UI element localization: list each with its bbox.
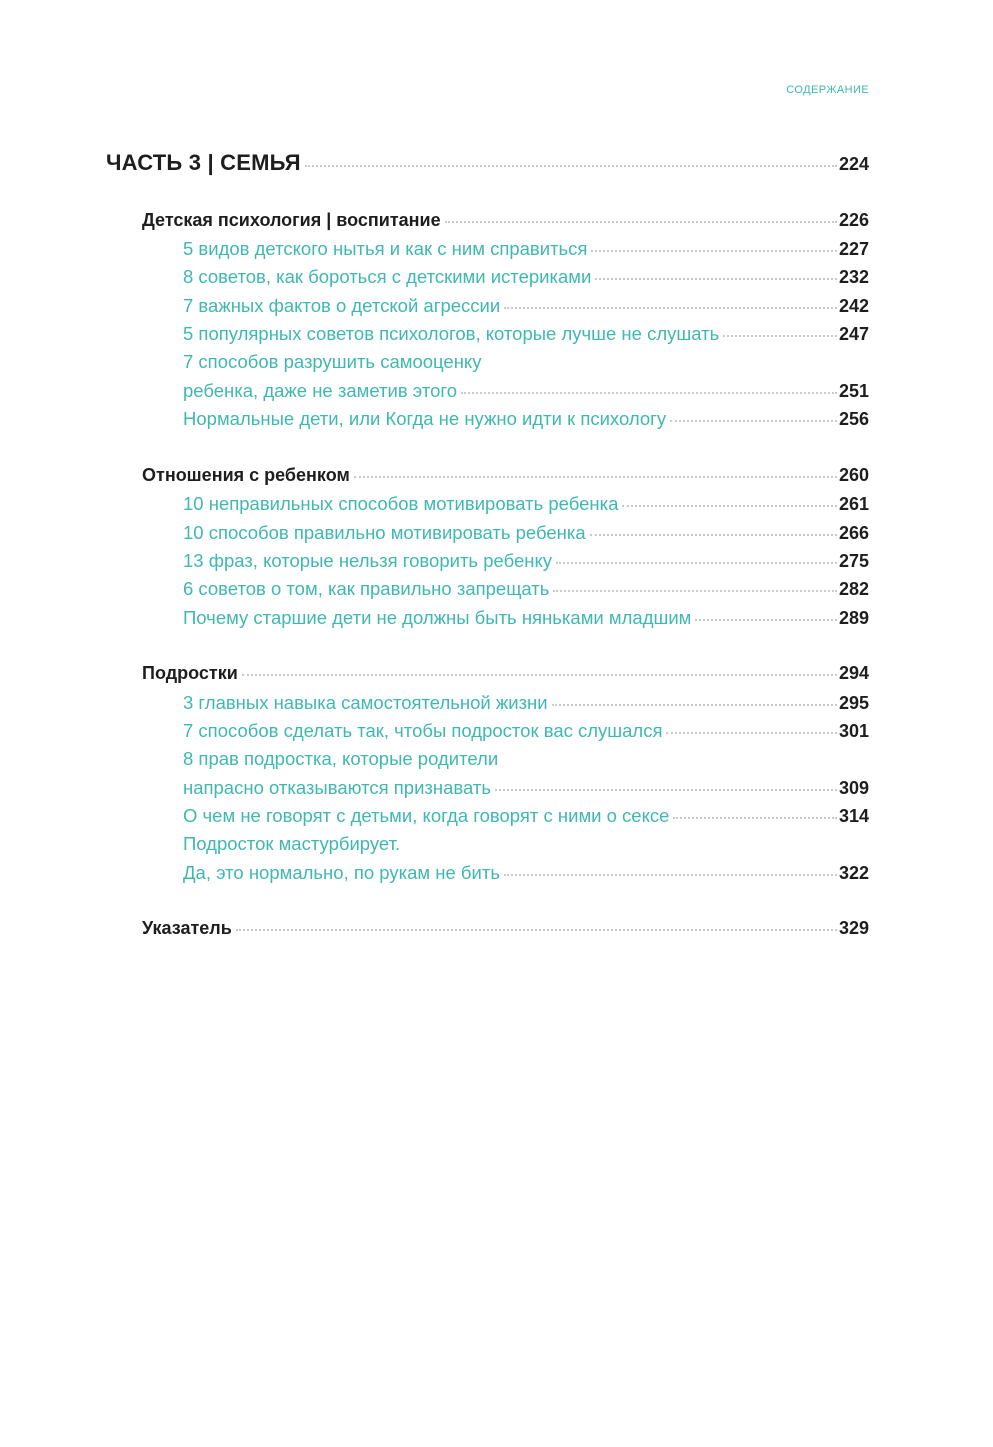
page-number: 247 [838,324,869,344]
dot-leader [673,817,837,819]
dot-leader [242,674,837,676]
toc-part-title: ЧАСТЬ 3 | СЕМЬЯ [106,150,301,175]
toc-entry[interactable] [183,408,869,430]
dot-leader [461,392,837,394]
entry-title: 10 неправильных способов мотивировать ребенка [183,493,619,514]
toc-entry[interactable] [183,720,869,742]
toc-entry[interactable] [183,295,869,317]
toc-section-teenagers[interactable] [142,663,869,684]
page-number: 227 [838,239,869,259]
dot-leader [445,221,837,223]
page-number: 314 [838,806,869,826]
toc-entry[interactable] [183,862,869,884]
entry-title: 8 советов, как бороться с детскими истериками [183,266,592,287]
entry-title-line-1[interactable]: 7 способов разрушить самооценку [183,351,482,372]
page-number: 226 [838,210,869,230]
page-number: 260 [838,465,869,485]
page-number: 266 [838,523,869,543]
dot-leader [495,789,837,791]
dot-leader [670,420,837,422]
toc-entry[interactable] [183,550,869,572]
page-number: 322 [838,863,869,883]
toc-entry[interactable] [183,578,869,600]
entry-title: напрасно отказываются признавать [183,777,492,798]
running-head: СОДЕРЖАНИЕ [786,84,869,96]
page-number: 275 [838,551,869,571]
dot-leader [552,704,837,706]
entry-title: 13 фраз, которые нельзя говорить ребенку [183,550,553,571]
entry-title: 10 способов правильно мотивировать ребенка [183,522,586,543]
page-number: 242 [838,296,869,316]
entry-title: ребенка, даже не заметив этого [183,380,458,401]
entry-title: 3 главных навыка самостоятельной жизни [183,692,548,713]
dot-leader [305,165,837,167]
page-number: 295 [838,693,869,713]
toc-entry[interactable] [183,266,869,288]
entry-title-line-1[interactable]: Подросток мастурбирует. [183,833,401,854]
entry-title: Да, это нормально, по рукам не бить [183,862,500,883]
toc-entry[interactable] [183,323,869,345]
page-number: 282 [838,579,869,599]
dot-leader [354,476,837,478]
toc-entry[interactable] [183,692,869,714]
entry-title: 7 важных фактов о детской агрессии [183,295,501,316]
toc-entry[interactable] [183,493,869,515]
dot-leader [591,250,837,252]
page-number: 329 [838,918,869,938]
toc-entry[interactable] [183,607,869,629]
entry-title-line-1[interactable]: 8 прав подростка, которые родители [183,748,499,769]
entry-title: 5 видов детского нытья и как с ним справиться [183,238,588,259]
dot-leader [723,335,837,337]
section-title: Детская психология | воспитание [142,210,441,230]
page-number: 301 [838,721,869,741]
toc-entry[interactable] [183,522,869,544]
dot-leader [504,874,837,876]
page-number: 256 [838,409,869,429]
page-number: 309 [838,778,869,798]
toc-entry[interactable] [183,380,869,402]
page-number: 224 [838,154,869,174]
entry-title: 7 способов сделать так, чтобы подросток вас слушался [183,720,663,741]
entry-title: 6 советов о том, как правильно запрещать [183,578,550,599]
entry-title: Почему старшие дети не должны быть няньками младшим [183,607,692,628]
dot-leader [666,732,836,734]
page-number: 251 [838,381,869,401]
entry-title: 5 популярных советов психологов, которые лучше не слушать [183,323,720,344]
dot-leader [595,278,837,280]
entry-title: О чем не говорят с детьми, когда говорят с ними о сексе [183,805,670,826]
dot-leader [553,590,837,592]
dot-leader [504,307,837,309]
entry-title: Нормальные дети, или Когда не нужно идти к психологу [183,408,667,429]
page-number: 289 [838,608,869,628]
section-title: Отношения с ребенком [142,465,350,485]
toc-section-relationship[interactable] [142,465,869,486]
dot-leader [556,562,837,564]
dot-leader [236,929,837,931]
page-number: 261 [838,494,869,514]
toc-entry[interactable] [183,805,869,827]
toc-entry[interactable] [183,777,869,799]
toc-index[interactable] [142,918,869,939]
dot-leader [622,505,837,507]
page-number: 232 [838,267,869,287]
section-title: Подростки [142,663,238,683]
dot-leader [590,534,837,536]
toc-part-3[interactable] [106,150,869,176]
toc-section-child-psychology[interactable] [142,210,869,231]
toc-entry[interactable] [183,238,869,260]
section-title: Указатель [142,918,232,938]
page-number: 294 [838,663,869,683]
dot-leader [695,619,837,621]
